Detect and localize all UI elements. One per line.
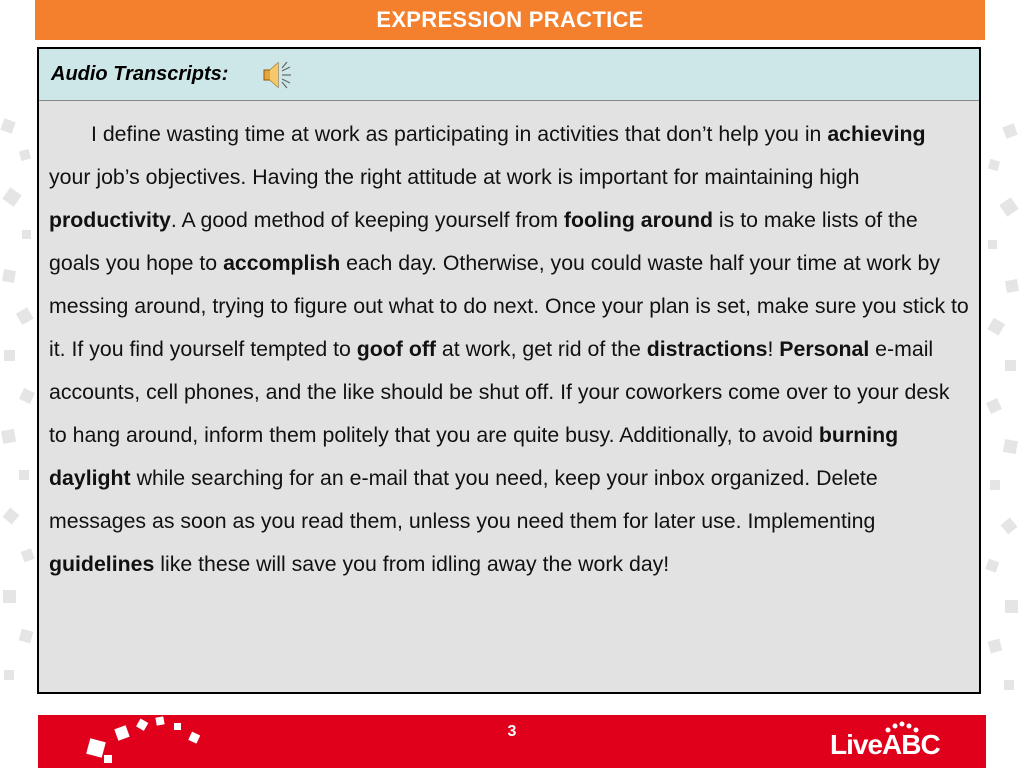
background-pattern-right	[984, 110, 1024, 710]
vocab-term: fooling around	[563, 208, 713, 232]
vocab-term: burning daylight	[49, 423, 899, 490]
vocab-term: productivity	[49, 208, 171, 232]
panel-title: Audio Transcripts:	[51, 63, 229, 85]
vocab-term: Personal	[779, 337, 870, 361]
transcript-text: like these will save you from idling away the work day!	[154, 552, 670, 576]
footer-bar	[38, 715, 986, 768]
page-number: 3	[507, 723, 517, 740]
transcript-text: your job’s objectives. Having the right attitude at work is important for maintaining high	[49, 165, 860, 189]
vocab-term: guidelines	[49, 552, 155, 576]
transcript-text: while searching for an e-mail that you need, keep your inbox organized. Delete messages as soon as you read them, unless you need them for later use. Implementing	[49, 466, 878, 533]
vocab-term: accomplish	[223, 251, 341, 275]
transcript-text: I define wasting time at work as participating in activities that don’t help you in	[91, 122, 828, 146]
logo-text: LiveABC	[830, 729, 940, 760]
transcript-paragraph	[49, 113, 969, 586]
panel-header	[39, 49, 979, 101]
transcript-text: is to make lists of the goals you hope to	[49, 208, 918, 275]
vocab-term: goof off	[356, 337, 437, 361]
speaker-icon[interactable]	[260, 58, 294, 92]
slide-title-banner	[35, 0, 985, 40]
slide-title: EXPRESSION PRACTICE	[376, 7, 644, 32]
transcript-text: each day. Otherwise, you could waste half your time at work by messing around, trying to figure out what to do next. Once your plan is set, make sure you stick to it. If you find yourself tempted to	[49, 251, 969, 361]
liveabc-logo	[830, 721, 970, 763]
transcript-text: e-mail accounts, cell phones, and the like should be shut off. If your coworkers come over to your desk to hang around, inform them politely that you are quite busy. Additionally, to avoid	[49, 337, 950, 447]
transcript-text: !	[767, 337, 780, 361]
background-pattern-left	[0, 110, 40, 710]
audio-transcript-panel	[37, 47, 981, 694]
transcript-text: at work, get rid of the	[436, 337, 647, 361]
vocab-term: distractions	[646, 337, 768, 361]
transcript-text: . A good method of keeping yourself from	[170, 208, 564, 232]
transcript-body	[39, 101, 979, 586]
vocab-term: achieving	[827, 122, 926, 146]
